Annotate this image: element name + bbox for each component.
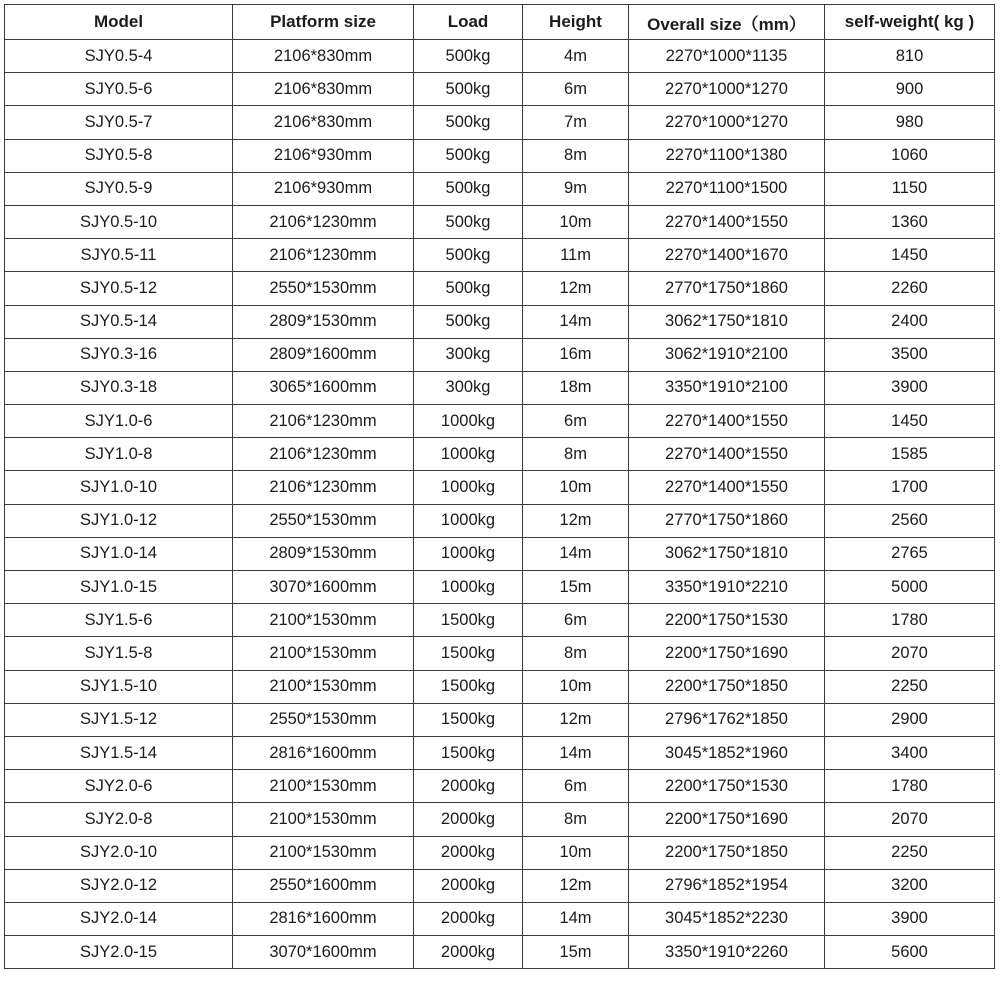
platform-size-cell: 2106*1230mm [233, 438, 414, 471]
table-row [5, 736, 995, 769]
height-cell: 18m [523, 371, 629, 404]
self-weight-cell: 5000 [825, 571, 995, 604]
load-cell: 500kg [414, 272, 523, 305]
model-cell: SJY1.0-10 [5, 471, 233, 504]
height-cell: 10m [523, 471, 629, 504]
overall-size-cell: 3350*1910*2260 [629, 936, 825, 969]
overall-size-cell: 2200*1750*1690 [629, 803, 825, 836]
model-cell: SJY0.5-9 [5, 172, 233, 205]
model-cell: SJY0.5-14 [5, 305, 233, 338]
load-cell: 500kg [414, 139, 523, 172]
load-cell: 300kg [414, 338, 523, 371]
self-weight-cell: 1585 [825, 438, 995, 471]
load-cell: 1500kg [414, 637, 523, 670]
model-cell: SJY0.5-6 [5, 73, 233, 106]
table-row [5, 73, 995, 106]
load-cell: 1000kg [414, 537, 523, 570]
table-row [5, 272, 995, 305]
overall-size-cell: 2270*1100*1380 [629, 139, 825, 172]
self-weight-cell: 1150 [825, 172, 995, 205]
load-cell: 2000kg [414, 836, 523, 869]
height-cell: 6m [523, 73, 629, 106]
height-cell: 4m [523, 40, 629, 73]
height-cell: 8m [523, 438, 629, 471]
model-cell: SJY1.5-12 [5, 703, 233, 736]
height-cell: 15m [523, 936, 629, 969]
height-cell: 12m [523, 504, 629, 537]
height-cell: 8m [523, 637, 629, 670]
platform-size-cell: 2100*1530mm [233, 637, 414, 670]
self-weight-cell: 3900 [825, 902, 995, 935]
load-cell: 500kg [414, 239, 523, 272]
table-row [5, 305, 995, 338]
table-row [5, 803, 995, 836]
overall-size-cell: 3350*1910*2210 [629, 571, 825, 604]
height-cell: 9m [523, 172, 629, 205]
self-weight-cell: 2900 [825, 703, 995, 736]
load-cell: 1500kg [414, 703, 523, 736]
platform-size-cell: 2106*1230mm [233, 205, 414, 238]
platform-size-cell: 2809*1530mm [233, 305, 414, 338]
load-cell: 1000kg [414, 504, 523, 537]
model-cell: SJY0.3-18 [5, 371, 233, 404]
model-cell: SJY1.5-8 [5, 637, 233, 670]
overall-size-cell: 3045*1852*1960 [629, 736, 825, 769]
overall-size-cell: 2200*1750*1850 [629, 670, 825, 703]
table-row [5, 936, 995, 969]
model-cell: SJY0.3-16 [5, 338, 233, 371]
load-cell: 300kg [414, 371, 523, 404]
self-weight-cell: 3900 [825, 371, 995, 404]
overall-size-cell: 2270*1400*1550 [629, 205, 825, 238]
self-weight-cell: 2070 [825, 637, 995, 670]
table-row [5, 703, 995, 736]
self-weight-cell: 1060 [825, 139, 995, 172]
table-row [5, 471, 995, 504]
table-row [5, 371, 995, 404]
load-cell: 500kg [414, 40, 523, 73]
model-cell: SJY1.5-10 [5, 670, 233, 703]
model-cell: SJY1.0-14 [5, 537, 233, 570]
table-row [5, 637, 995, 670]
platform-size-cell: 2106*830mm [233, 106, 414, 139]
table-row [5, 405, 995, 438]
overall-size-cell: 2270*1400*1550 [629, 405, 825, 438]
header-model: Model [5, 5, 233, 40]
self-weight-cell: 3400 [825, 736, 995, 769]
platform-size-cell: 2550*1530mm [233, 703, 414, 736]
self-weight-cell: 2070 [825, 803, 995, 836]
platform-size-cell: 2106*830mm [233, 40, 414, 73]
height-cell: 14m [523, 902, 629, 935]
self-weight-cell: 1700 [825, 471, 995, 504]
self-weight-cell: 810 [825, 40, 995, 73]
self-weight-cell: 900 [825, 73, 995, 106]
load-cell: 1000kg [414, 405, 523, 438]
overall-size-cell: 2200*1750*1530 [629, 770, 825, 803]
table-row [5, 836, 995, 869]
header-height: Height [523, 5, 629, 40]
model-cell: SJY1.5-6 [5, 604, 233, 637]
model-cell: SJY0.5-4 [5, 40, 233, 73]
platform-size-cell: 3070*1600mm [233, 936, 414, 969]
platform-size-cell: 2100*1530mm [233, 770, 414, 803]
table-row [5, 205, 995, 238]
load-cell: 1500kg [414, 670, 523, 703]
load-cell: 500kg [414, 305, 523, 338]
load-cell: 2000kg [414, 803, 523, 836]
overall-size-cell: 2200*1750*1530 [629, 604, 825, 637]
height-cell: 6m [523, 604, 629, 637]
platform-size-cell: 2106*930mm [233, 139, 414, 172]
load-cell: 1000kg [414, 471, 523, 504]
self-weight-cell: 3200 [825, 869, 995, 902]
table-row [5, 40, 995, 73]
overall-size-cell: 2270*1100*1500 [629, 172, 825, 205]
spec-table [4, 4, 995, 969]
load-cell: 1500kg [414, 736, 523, 769]
height-cell: 10m [523, 836, 629, 869]
height-cell: 6m [523, 770, 629, 803]
model-cell: SJY1.0-12 [5, 504, 233, 537]
load-cell: 500kg [414, 106, 523, 139]
load-cell: 1000kg [414, 438, 523, 471]
overall-size-cell: 2796*1762*1850 [629, 703, 825, 736]
load-cell: 500kg [414, 73, 523, 106]
load-cell: 2000kg [414, 770, 523, 803]
table-row [5, 239, 995, 272]
height-cell: 7m [523, 106, 629, 139]
model-cell: SJY2.0-12 [5, 869, 233, 902]
overall-size-cell: 3062*1750*1810 [629, 305, 825, 338]
overall-size-cell: 2270*1400*1670 [629, 239, 825, 272]
platform-size-cell: 2816*1600mm [233, 736, 414, 769]
height-cell: 16m [523, 338, 629, 371]
self-weight-cell: 980 [825, 106, 995, 139]
self-weight-cell: 1450 [825, 239, 995, 272]
platform-size-cell: 3065*1600mm [233, 371, 414, 404]
height-cell: 14m [523, 305, 629, 338]
overall-size-cell: 2270*1000*1270 [629, 73, 825, 106]
self-weight-cell: 1780 [825, 604, 995, 637]
height-cell: 12m [523, 272, 629, 305]
table-row [5, 869, 995, 902]
table-row [5, 504, 995, 537]
model-cell: SJY2.0-10 [5, 836, 233, 869]
self-weight-cell: 1360 [825, 205, 995, 238]
table-body [5, 40, 995, 969]
table-row [5, 438, 995, 471]
platform-size-cell: 2100*1530mm [233, 803, 414, 836]
height-cell: 10m [523, 670, 629, 703]
table-header [5, 5, 995, 40]
height-cell: 10m [523, 205, 629, 238]
platform-size-cell: 2106*1230mm [233, 405, 414, 438]
model-cell: SJY2.0-8 [5, 803, 233, 836]
table-row [5, 106, 995, 139]
height-cell: 12m [523, 703, 629, 736]
overall-size-cell: 2270*1000*1270 [629, 106, 825, 139]
table-row [5, 139, 995, 172]
model-cell: SJY2.0-14 [5, 902, 233, 935]
platform-size-cell: 2106*930mm [233, 172, 414, 205]
platform-size-cell: 2550*1530mm [233, 504, 414, 537]
load-cell: 2000kg [414, 869, 523, 902]
overall-size-cell: 2796*1852*1954 [629, 869, 825, 902]
model-cell: SJY2.0-15 [5, 936, 233, 969]
load-cell: 2000kg [414, 936, 523, 969]
self-weight-cell: 5600 [825, 936, 995, 969]
table-row [5, 338, 995, 371]
overall-size-cell: 2770*1750*1860 [629, 504, 825, 537]
table-row [5, 670, 995, 703]
height-cell: 8m [523, 139, 629, 172]
overall-size-cell: 2200*1750*1690 [629, 637, 825, 670]
load-cell: 500kg [414, 205, 523, 238]
platform-size-cell: 2106*1230mm [233, 239, 414, 272]
platform-size-cell: 2809*1600mm [233, 338, 414, 371]
overall-size-cell: 2200*1750*1850 [629, 836, 825, 869]
platform-size-cell: 2100*1530mm [233, 604, 414, 637]
model-cell: SJY2.0-6 [5, 770, 233, 803]
model-cell: SJY0.5-10 [5, 205, 233, 238]
model-cell: SJY1.0-15 [5, 571, 233, 604]
overall-size-cell: 2270*1000*1135 [629, 40, 825, 73]
height-cell: 14m [523, 537, 629, 570]
height-cell: 8m [523, 803, 629, 836]
overall-size-cell: 3062*1910*2100 [629, 338, 825, 371]
load-cell: 500kg [414, 172, 523, 205]
table-row [5, 172, 995, 205]
self-weight-cell: 2765 [825, 537, 995, 570]
height-cell: 12m [523, 869, 629, 902]
model-cell: SJY0.5-8 [5, 139, 233, 172]
self-weight-cell: 1780 [825, 770, 995, 803]
platform-size-cell: 2816*1600mm [233, 902, 414, 935]
self-weight-cell: 1450 [825, 405, 995, 438]
platform-size-cell: 2809*1530mm [233, 537, 414, 570]
overall-size-cell: 2270*1400*1550 [629, 471, 825, 504]
self-weight-cell: 2260 [825, 272, 995, 305]
self-weight-cell: 2560 [825, 504, 995, 537]
model-cell: SJY1.0-6 [5, 405, 233, 438]
header-self-weight: self-weight( kg ) [825, 5, 995, 40]
height-cell: 14m [523, 736, 629, 769]
overall-size-cell: 3045*1852*2230 [629, 902, 825, 935]
self-weight-cell: 2400 [825, 305, 995, 338]
table-row [5, 770, 995, 803]
height-cell: 6m [523, 405, 629, 438]
model-cell: SJY1.5-14 [5, 736, 233, 769]
header-overall-size: Overall size（mm） [629, 5, 825, 40]
load-cell: 2000kg [414, 902, 523, 935]
platform-size-cell: 2106*830mm [233, 73, 414, 106]
table-row [5, 902, 995, 935]
platform-size-cell: 2550*1530mm [233, 272, 414, 305]
platform-size-cell: 2550*1600mm [233, 869, 414, 902]
model-cell: SJY0.5-7 [5, 106, 233, 139]
table-row [5, 537, 995, 570]
self-weight-cell: 2250 [825, 836, 995, 869]
height-cell: 15m [523, 571, 629, 604]
model-cell: SJY1.0-8 [5, 438, 233, 471]
overall-size-cell: 2770*1750*1860 [629, 272, 825, 305]
overall-size-cell: 3062*1750*1810 [629, 537, 825, 570]
platform-size-cell: 2100*1530mm [233, 670, 414, 703]
load-cell: 1500kg [414, 604, 523, 637]
platform-size-cell: 3070*1600mm [233, 571, 414, 604]
model-cell: SJY0.5-11 [5, 239, 233, 272]
self-weight-cell: 2250 [825, 670, 995, 703]
overall-size-cell: 2270*1400*1550 [629, 438, 825, 471]
header-load: Load [414, 5, 523, 40]
overall-size-cell: 3350*1910*2100 [629, 371, 825, 404]
header-row [5, 5, 995, 40]
model-cell: SJY0.5-12 [5, 272, 233, 305]
self-weight-cell: 3500 [825, 338, 995, 371]
platform-size-cell: 2100*1530mm [233, 836, 414, 869]
table-row [5, 571, 995, 604]
header-platform-size: Platform size [233, 5, 414, 40]
platform-size-cell: 2106*1230mm [233, 471, 414, 504]
load-cell: 1000kg [414, 571, 523, 604]
height-cell: 11m [523, 239, 629, 272]
table-row [5, 604, 995, 637]
